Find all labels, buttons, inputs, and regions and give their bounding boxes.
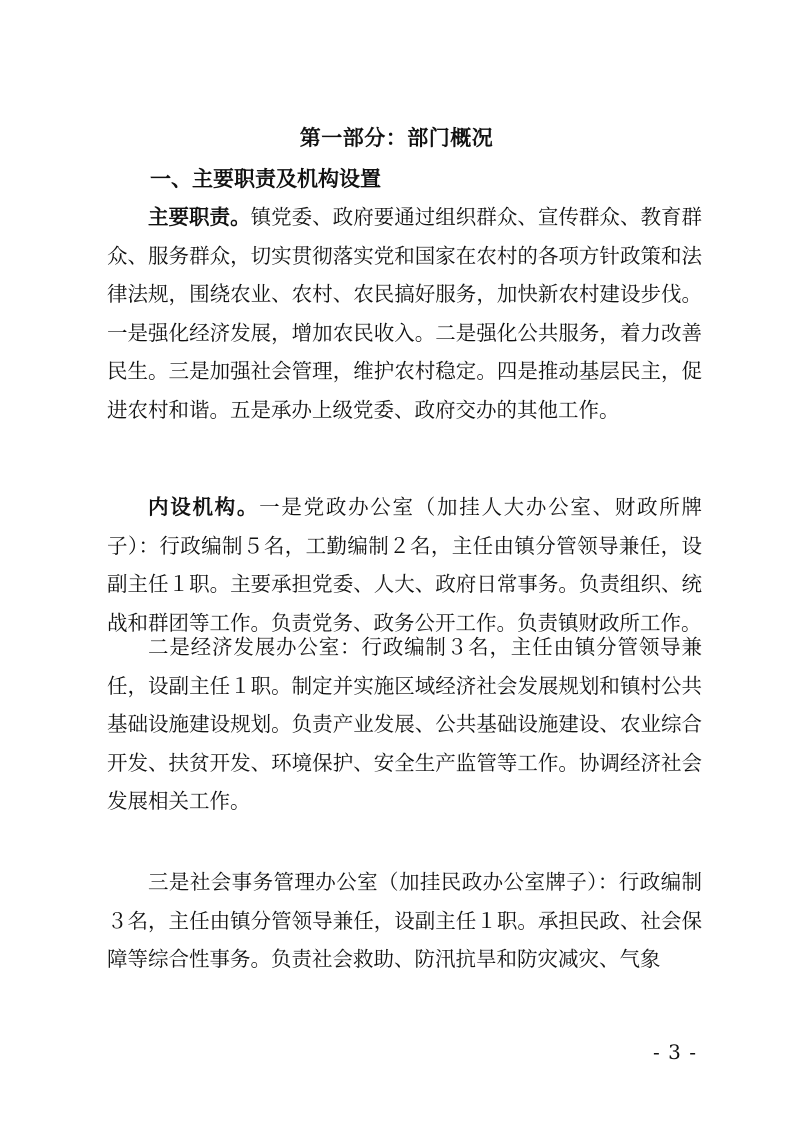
paragraph-main-duties bbox=[107, 198, 702, 429]
page-number: - 3 - bbox=[653, 1040, 697, 1064]
section-heading: 一、主要职责及机构设置 bbox=[150, 167, 381, 191]
paragraph-internal-departments bbox=[107, 488, 702, 642]
paragraph-text: 三是社会事务管理办公室（加挂民政办公室牌子）：行政编制３名，主任由镇分管领导兼任，设副主任１职。承担民政、社会保障等综合性事务。负责社会救助、防汛抗旱和防灾减灾、气象 bbox=[107, 870, 702, 971]
paragraph-lead: 内设机构。 bbox=[148, 495, 260, 519]
paragraph-text: 镇党委、政府要通过组织群众、宣传群众、教育群众、服务群众，切实贯彻落实党和国家在农村的各项方针政策和法律法规，围绕农业、农村、农民搞好服务，加快新农村建设步伐。一是强化经济发展，增加农民收入。二是强化公共服务，着力改善民生。三是加强社会管理，维护农村稳定。四是推动基层民主，促进农村和谐。五是承办上级党委、政府交办的其他工作。 bbox=[107, 205, 703, 422]
paragraph-economic-office bbox=[107, 628, 702, 821]
paragraph-lead: 主要职责。 bbox=[148, 205, 251, 229]
paragraph bbox=[107, 198, 702, 429]
paragraph bbox=[107, 488, 702, 642]
paragraph bbox=[107, 863, 702, 979]
paragraph-text: 一是党政办公室（加挂人大办公室、财政所牌子）：行政编制５名，工勤编制２名，主任由镇分管领导兼任，设副主任１职。主要承担党委、人大、政府日常事务。负责组织、统战和群团等工作。负责党务、政务公开工作。负责镇财政所工作。 bbox=[107, 495, 703, 635]
paragraph-social-affairs-office bbox=[107, 863, 702, 979]
paragraph-text: 二是经济发展办公室：行政编制３名，主任由镇分管领导兼任，设副主任１职。制定并实施区域经济社会发展规划和镇村公共基础设施建设规划。负责产业发展、公共基础设施建设、农业综合开发、扶贫开发、环境保护、安全生产监管等工作。协调经济社会发展相关工作。 bbox=[107, 635, 702, 813]
part-title: 第一部分：部门概况 bbox=[299, 125, 494, 150]
paragraph bbox=[107, 628, 702, 821]
